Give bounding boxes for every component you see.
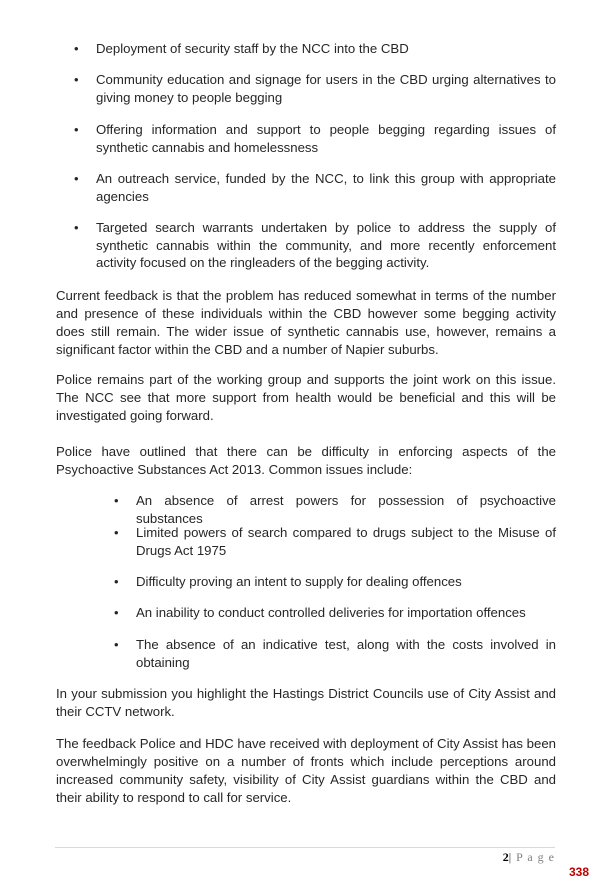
list-item: • Limited powers of search compared to drugs subject to the Misuse of Drugs Act 1975: [114, 525, 556, 558]
page-label: P a g e: [516, 850, 555, 864]
list-item: • An outreach service, funded by the NCC, to link this group with appropriate agencies: [74, 171, 556, 204]
bullet-icon: •: [74, 72, 79, 87]
bullet-icon: •: [74, 220, 79, 235]
bullet-icon: •: [114, 637, 119, 652]
bullet-icon: •: [74, 41, 79, 56]
bullet-icon: •: [114, 605, 119, 620]
page-number: 2: [502, 850, 509, 864]
paragraph-working-group: Police remains part of the working group and supports the joint work on this issue. The NCC see that more support from health would be beneficial and this will be investigated going forward.: [56, 372, 556, 423]
bullet-icon: •: [114, 574, 119, 589]
page-footer: [503, 850, 555, 865]
list-item: • Targeted search warrants undertaken by police to address the supply of synthetic cannabis within the community, and more recently enforcement activity focused on the ringleaders of the begging activity.: [74, 220, 556, 270]
list-item: • Community education and signage for users in the CBD urging alternatives to giving money to people begging: [74, 72, 556, 105]
paragraph-submission: In your submission you highlight the Hastings District Councils use of City Assist and their CCTV network.: [56, 686, 556, 719]
list-item: • Difficulty proving an intent to supply for dealing offences: [114, 574, 462, 589]
list-item: • An inability to conduct controlled deliveries for importation offences: [114, 605, 526, 620]
paragraph-city-assist: The feedback Police and HDC have received with deployment of City Assist has been overwhelmingly positive on a number of fronts which include perceptions around increased community safety, visibility of City Assist guardians within the CBD and their ability to respond to call for service.: [56, 736, 556, 805]
page-separator: |: [508, 850, 513, 864]
bullet-icon: •: [74, 122, 79, 137]
bullet-icon: •: [114, 525, 119, 540]
paragraph-feedback: Current feedback is that the problem has reduced somewhat in terms of the number and presence of these individuals within the CBD however some begging activity does still remain. The wider issue of synthetic cannabis use, however, remains a significant factor within the CBD and a number of Napier suburbs.: [56, 288, 556, 357]
bullet-icon: •: [74, 171, 79, 186]
document-page-number: 338: [568, 865, 589, 879]
list-item: • The absence of an indicative test, along with the costs involved in obtaining: [114, 637, 556, 670]
list-item: • An absence of arrest powers for possession of psychoactive substances: [114, 493, 556, 526]
footer-divider: [55, 847, 555, 848]
list-item: • Deployment of security staff by the NCC into the CBD: [74, 41, 409, 56]
list-item: • Offering information and support to people begging regarding issues of synthetic cannabis and homelessness: [74, 122, 556, 155]
paragraph-act-issues: Police have outlined that there can be difficulty in enforcing aspects of the Psychoactive Substances Act 2013. Common issues include:: [56, 444, 556, 477]
bullet-icon: •: [114, 493, 119, 508]
